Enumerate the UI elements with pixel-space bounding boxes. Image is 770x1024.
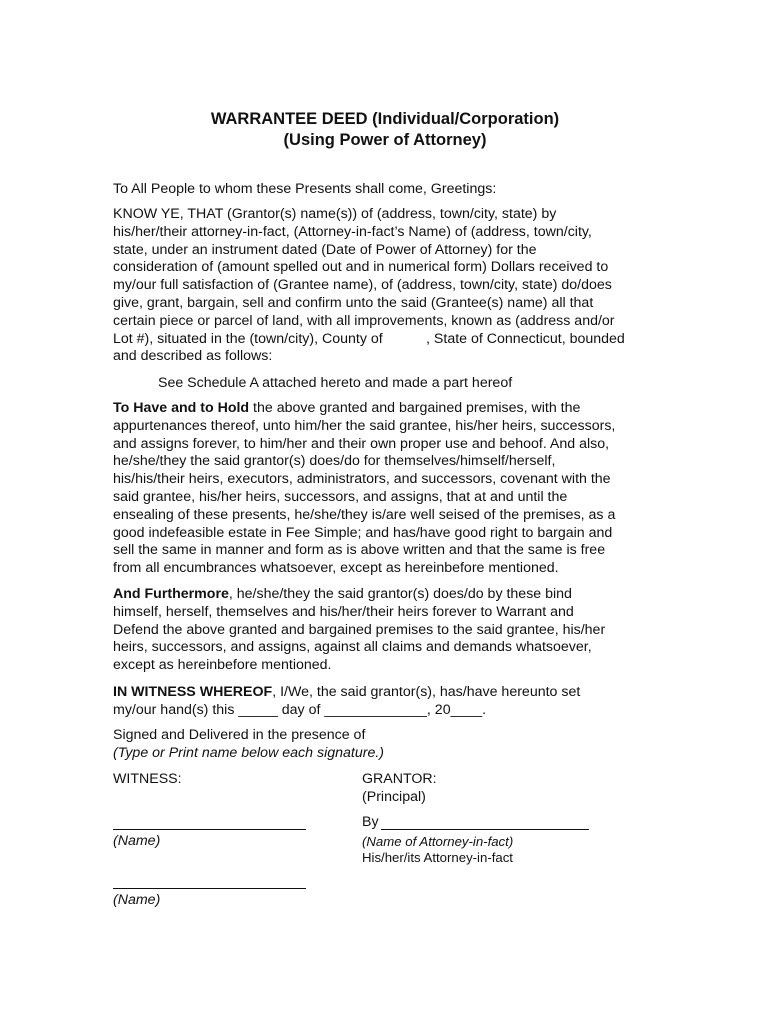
paragraph-line: sell the same in manner and form as is above written and that the same is free (113, 542, 606, 559)
by-label: By (362, 814, 379, 830)
paragraph-line: except as hereinbefore mentioned. (113, 657, 332, 674)
in-witness-heading: IN WITNESS WHEREOF (113, 684, 273, 700)
paragraph-line: To Have and to Hold the above granted and bargained premises, with the (113, 400, 581, 416)
in-witness-paragraph (113, 684, 663, 720)
paragraph-line: certain piece or parcel of land, with all improvements, known as (address and/or (113, 312, 615, 329)
paragraph-line: my/our hand(s) this _____ day of _____________, 20____. (113, 701, 487, 718)
greeting: To All People to whom these Presents shall come, Greetings: (113, 181, 497, 197)
document-title: WARRANTEE DEED (Individual/Corporation) (210, 110, 560, 128)
paragraph-line: appurtenances thereof, unto him/her the said grantee, his/her heirs, successors, (113, 417, 616, 434)
type-print-instruction: (Type or Print name below each signature.) (113, 745, 385, 761)
paragraph-line: good indefeasible estate in Fee Simple; and has/have good right to bargain and (113, 524, 613, 541)
to-have-paragraph (113, 400, 663, 578)
furthermore-heading: And Furthermore (113, 586, 229, 602)
paragraph-line: his/her/their attorney-in-fact, (Attorney-in-fact’s Name) of (address, town/city, (113, 223, 592, 240)
paragraph-line: KNOW YE, THAT (Grantor(s) name(s)) of (address, town/city, state) by (113, 206, 557, 222)
signed-delivered: Signed and Delivered in the presence of (113, 727, 366, 743)
furthermore-paragraph (113, 586, 663, 675)
witness-name-label-1: (Name) (113, 833, 161, 849)
paragraph-line: heirs, successors, and assigns, against all claims and demands whatsoever, (113, 639, 592, 656)
attorney-name-label: (Name of Attorney-in-fact) (362, 834, 514, 849)
paragraph-line: from all encumbrances whatsoever, except as hereinbefore mentioned. (113, 560, 559, 577)
witness-signature-line-1[interactable] (113, 829, 306, 830)
paragraph-line: ensealing of these presents, he/she/they is/are well seised of the premises, as a (113, 506, 616, 523)
paragraph-line: Lot #), situated in the (town/city), County of , State of Connecticut, bounded (113, 330, 625, 347)
paragraph-line: give, grant, bargain, sell and confirm unto the said (Grantee(s) name) all that (113, 294, 594, 311)
paragraph-line: and described as follows: (113, 348, 273, 365)
attorney-role-label: His/her/its Attorney-in-fact (362, 850, 513, 865)
paragraph-line: said grantee, his/her heirs, successors, and assigns, that at and until the (113, 488, 568, 505)
principal-label: (Principal) (362, 789, 426, 805)
witness-name-label-2: (Name) (113, 892, 161, 908)
witness-label: WITNESS: (113, 771, 182, 787)
to-have-heading: To Have and to Hold (113, 400, 250, 416)
paragraph-line: and assigns forever, to him/her and their own proper use and behoof. And also, (113, 435, 610, 452)
paragraph-line: And Furthermore, he/she/they the said grantor(s) does/do by these bind (113, 586, 572, 602)
paragraph-line: state, under an instrument dated (Date of Power of Attorney) for the (113, 241, 537, 258)
know-ye-paragraph (113, 206, 663, 366)
grantor-label: GRANTOR: (362, 771, 437, 787)
paragraph-line: Defend the above granted and bargained premises to the said grantee, his/her (113, 621, 606, 638)
attorney-signature-line[interactable] (381, 829, 589, 830)
paragraph-line: consideration of (amount spelled out and in numerical form) Dollars received to (113, 259, 609, 276)
schedule-reference: See Schedule A attached hereto and made a part hereof (158, 375, 513, 391)
paragraph-line: my/our full satisfaction of (Grantee name), of (address, town/city, state) do/does (113, 277, 612, 294)
paragraph-line: his/his/their heirs, executors, administrators, and successors, covenant with the (113, 471, 611, 488)
paragraph-line: he/she/they the said grantor(s) does/do for themselves/himself/herself, (113, 453, 556, 470)
paragraph-line: IN WITNESS WHEREOF, I/We, the said grantor(s), has/have hereunto set (113, 684, 581, 700)
document-subtitle: (Using Power of Attorney) (283, 131, 487, 149)
paragraph-line: himself, herself, themselves and his/her/their heirs forever to Warrant and (113, 603, 574, 620)
witness-signature-line-2[interactable] (113, 888, 306, 889)
